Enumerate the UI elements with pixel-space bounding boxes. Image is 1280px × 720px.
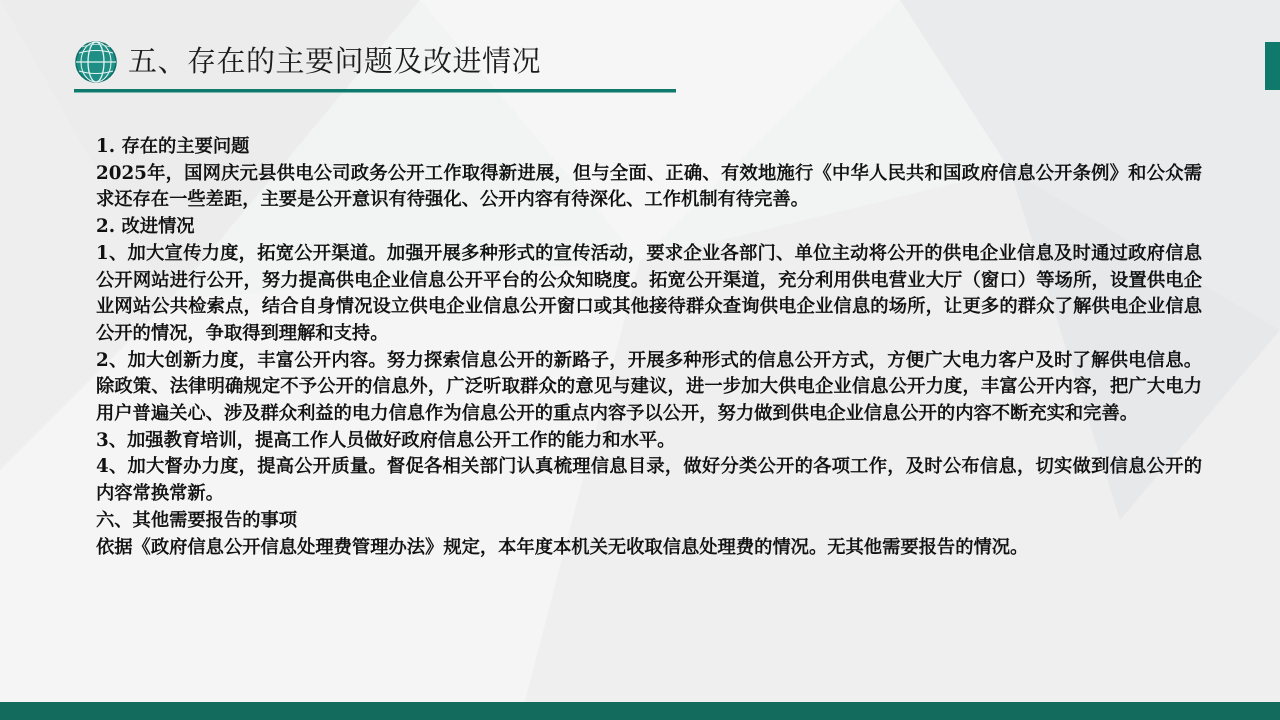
section-heading-improvements: 2. 改进情况 [96, 216, 195, 238]
improvement-item-2: 2、加大创新力度，丰富公开内容。努力探索信息公开的新路子，开展多种形式的信息公开方式，方便广大电力客户及时了解供电信息。除政策、法律明确规定不予公开的信息外，广泛听取群众的意见与建议，进一步加大供电企业信息公开力度，丰富公开内容，把广大电力用户普遍关心、涉及群众利益的电力信息作为信息公开的重点内容予以公开，努力做到供电企业信息公开的内容不断充实和完善。 [96, 349, 1202, 425]
problems-paragraph: 2025年，国网庆元县供电公司政务公开工作取得新进展，但与全面、正确、有效地施行《中华人民共和国政府信息公开条例》和公众需求还存在一些差距，主要是公开意识有待强化、公开内容有待深化、工作机制有待完善。 [96, 162, 1202, 211]
other-matters-paragraph: 依据《政府信息公开信息处理费管理办法》规定，本年度本机关无收取信息处理费的情况。无其他需要报告的情况。 [96, 536, 1029, 558]
section-heading-problems: 1. 存在的主要问题 [96, 136, 250, 157]
slide-header [74, 38, 676, 96]
improvement-item-1: 1、加大宣传力度，拓宽公开渠道。加强开展多种形式的宣传活动，要求企业各部门、单位主动将公开的供电企业信息及时通过政府信息公开网站进行公开，努力提高供电企业信息公开平台的公众知晓度。拓宽公开渠道，充分利用供电营业大厅（窗口）等场所，设置供电企业网站公共检索点，结合自身情况设立供电企业信息公开窗口或其他接待群众查询供电企业信息的场所，让更多的群众了解供电企业信息公开的情况，争取得到理解和支持。 [96, 242, 1202, 344]
improvement-item-4: 4、加大督办力度，提高公开质量。督促各相关部门认真梳理信息目录，做好分类公开的各项工作，及时公布信息，切实做到信息公开的内容常换常新。 [96, 456, 1202, 505]
title-underline [74, 89, 676, 93]
improvement-item-3: 3、加强教育培训，提高工作人员做好政府信息公开工作的能力和水平。 [96, 429, 676, 451]
bottom-accent-bar [0, 702, 1280, 720]
slide-body-text [96, 134, 1202, 700]
page-title: 五、存在的主要问题及改进情况 [128, 44, 542, 78]
state-grid-logo-icon [74, 40, 118, 84]
right-accent-bar [1265, 42, 1280, 90]
section-heading-other: 六、其他需要报告的事项 [96, 509, 298, 531]
